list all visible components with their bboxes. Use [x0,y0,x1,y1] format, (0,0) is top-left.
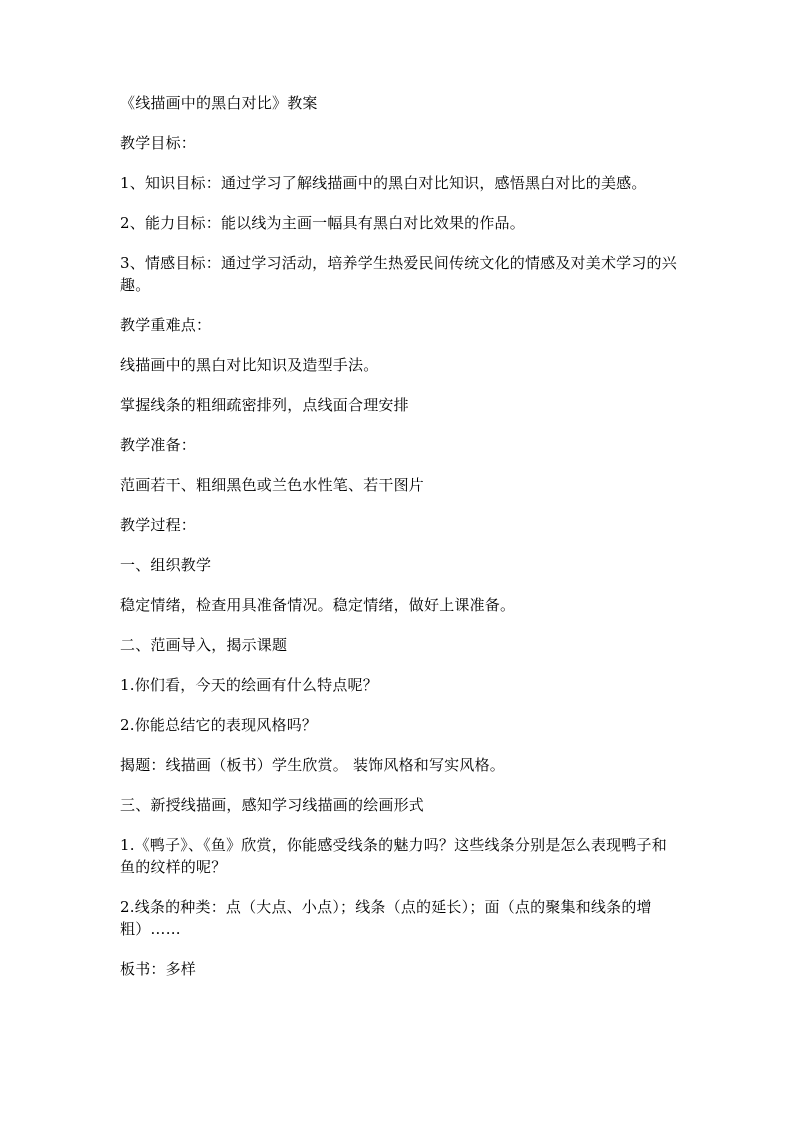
paragraph-step-2-q1: 1.你们看，今天的绘画有什么特点呢？ [120,676,378,694]
step-heading-2: 二、范画导入，揭示课题 [120,636,288,654]
document-body [120,92,680,998]
paragraph-board-note: 板书：多样 [120,960,197,978]
paragraph-step-3-item-2: 2.线条的种类：点（大点、小点）；线条（点的延长）；面（点的聚集和线条的增粗）…… [120,898,652,938]
paragraph-emotion-objective: 3、情感目标：通过学习活动，培养学生热爱民间传统文化的情感及对美术学习的兴趣。 [120,254,677,294]
paragraph-ability-objective: 2、能力目标：能以线为主画一幅具有黑白对比效果的作品。 [120,214,525,232]
section-heading-preparation: 教学准备： [120,436,197,454]
step-heading-3: 三、新授线描画，感知学习线描画的绘画形式 [120,796,425,814]
step-heading-1: 一、组织教学 [120,556,212,574]
paragraph-step-2-topic: 揭题：线描画（板书）学生欣赏。 装饰风格和写实风格。 [120,756,505,774]
section-heading-objectives: 教学目标： [120,134,197,152]
paragraph-key-point-1: 线描画中的黑白对比知识及造型手法。 [120,356,379,374]
paragraph-key-point-2: 掌握线条的粗细疏密排列，点线面合理安排 [120,396,409,414]
section-heading-key-points: 教学重难点： [120,316,212,334]
paragraph-knowledge-objective: 1、知识目标：通过学习了解线描画中的黑白对比知识，感悟黑白对比的美感。 [120,174,647,192]
section-heading-process: 教学过程： [120,516,197,534]
document-title: 《线描画中的黑白对比》教案 [120,94,318,112]
paragraph-step-3-item-1: 1.《鸭子》、《鱼》欣赏，你能感受线条的魅力吗？这些线条分别是怎么表现鸭子和鱼的纹样的呢？ [120,836,667,876]
paragraph-step-2-q2: 2.你能总结它的表现风格吗？ [120,716,318,734]
paragraph-preparation: 范画若干、粗细黑色或兰色水性笔、若干图片 [120,476,425,494]
paragraph-step-1: 稳定情绪，检查用具准备情况。稳定情绪，做好上课准备。 [120,596,516,614]
